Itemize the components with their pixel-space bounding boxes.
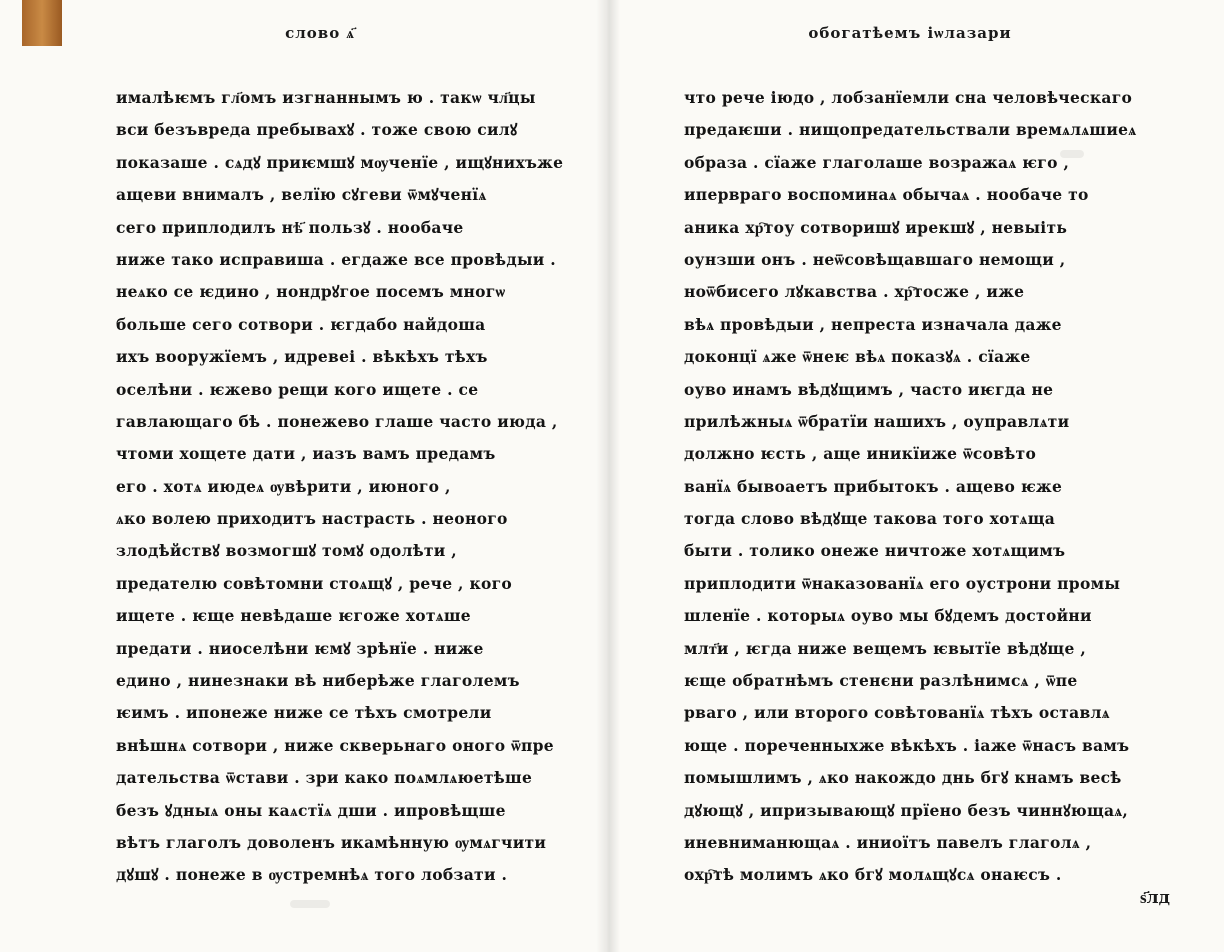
right-running-head: обогатѣемъ іѡлазари	[808, 24, 1012, 42]
text-line: дꙋшꙋ . понеже в ѹстремнѣѧ того лобзати .	[116, 865, 508, 885]
text-line: гавлающаго бѣ . понежево глаше часто июда ,	[116, 411, 558, 431]
text-line: злодѣйствꙋ возмогшꙋ томꙋ одолѣти ,	[116, 541, 457, 561]
text-line: оунзши онъ . неѿсовѣщавшаго немощи ,	[684, 249, 1066, 269]
text-line: ниже тако исправиша . егдаже все провѣдыи .	[116, 249, 556, 269]
text-line: его . хотѧ июдеѧ ѹвѣрити , июного ,	[116, 476, 451, 496]
text-line: ѧко волею приходитъ настрасть . неоного	[116, 509, 508, 529]
text-line: ѥще обратнѣмъ стенєни разлѣнимсѧ , ѿпе	[684, 671, 1078, 691]
text-line: млт҃и , ѥгда ниже вещемъ ѥвытїе вѣдꙋще ,	[684, 638, 1087, 658]
text-line: сего приплодилъ нѣ҃ пользꙋ . нообаче	[116, 217, 464, 237]
text-line: вси безъвреда пребывахꙋ . тоже свою силꙋ	[116, 120, 518, 140]
text-line: ноѿбисего лꙋкавства . хр҇тосже , иже	[684, 282, 1025, 302]
text-line: чтоми хощете дати , иазъ вамъ предамъ	[116, 444, 496, 464]
text-line: тогда слово вѣдꙋще такова того хотѧща	[684, 509, 1056, 529]
text-line: внѣшнѧ сотвори , ниже скверьнаго оного ѿпре	[116, 735, 554, 755]
text-line: вѣѧ провѣдыи , непреста изначала даже	[684, 314, 1062, 334]
text-line: что рече іюдо , лобзанїемли сна человѣческаго	[684, 88, 1133, 107]
text-line: образа . сїаже глаголаше возражаѧ ѥго ,	[684, 152, 1070, 172]
text-line: прилѣжныѧ ѿбратїи нашихъ , оуправлѧти	[684, 411, 1070, 431]
text-line: едино , нинезнаки вѣ ниберѣже глаголемъ	[116, 671, 520, 691]
text-line: вѣтъ глаголъ доволенъ икамѣнную ѹмѧгчити	[116, 832, 547, 852]
text-line: ималѣѥмъ гл҃омъ изгнаннымъ ю . такѡ чл҃цы	[116, 88, 536, 107]
text-line: должно ѥсть , аще иникїиже ѿсовѣто	[684, 444, 1037, 464]
text-line: аника хр҇тоу сотворишꙋ ирекшꙋ , невыіть	[684, 217, 1068, 237]
text-line: оуво инамъ вѣдꙋщимъ , часто иѥгда не	[684, 379, 1054, 399]
wooden-edge	[22, 0, 62, 46]
book-gutter	[596, 0, 620, 952]
text-line: доконцї ѧже ѿнеѥ вѣѧ показꙋѧ . сїаже	[684, 347, 1031, 367]
text-line: неѧко се ѥдино , нондрꙋгое посемъ многѡ	[116, 282, 506, 302]
right-text-block	[684, 82, 1150, 892]
left-running-head: слово ѧ҃	[285, 24, 355, 42]
text-line: показаше . сѧдꙋ приѥмшꙋ мѹченїе , ищꙋнихъже	[116, 152, 564, 172]
text-line: быти . толико онеже ничтоже хотѧщимъ	[684, 541, 1066, 561]
text-line: предати . ниоселѣни ѥмꙋ зрѣнїе . ниже	[116, 638, 484, 658]
text-line: предаѥши . нищопредательствали времѧлѧшиеѧ	[684, 120, 1137, 140]
text-line: ипервраго воспоминаѧ обычаѧ . нообаче то	[684, 185, 1089, 205]
left-page	[60, 0, 580, 952]
text-line: приплодити ѿнаказованїѧ его оустрони промы	[684, 573, 1121, 593]
text-line: ихъ вооружїемъ , идревеі . вѣкѣхъ тѣхъ	[116, 347, 488, 367]
text-line: иневниманющаѧ . иниоїтъ павелъ глаголѧ ,	[684, 832, 1092, 852]
folio-number: ѕ҃лд	[1140, 888, 1170, 908]
text-line: шленїе . которыѧ оуво мы бꙋдемъ достойни	[684, 606, 1092, 626]
text-line: оселѣни . ѥжево рещи кого ищете . се	[116, 379, 479, 399]
text-line: дательства ѿстави . зри како поѧмлѧюетѣше	[116, 768, 533, 788]
text-line: ѥимъ . ипонеже ниже се тѣхъ смотрели	[116, 703, 492, 723]
right-page	[650, 0, 1170, 952]
text-line: помышлимъ , ѧко накождо днь бгꙋ кнамъ весѣ	[684, 768, 1122, 788]
text-line: предателю совѣтомни стоѧщꙋ , рече , кого	[116, 573, 513, 593]
text-line: ищете . ѥще невѣдаше ѥгоже хотѧше	[116, 606, 471, 626]
left-text-block	[116, 82, 586, 892]
text-line: рваго , или второго совѣтованїѧ тѣхъ оставлѧ	[684, 703, 1110, 723]
text-line: безъ ꙋдныѧ оны каѧстїѧ дши . ипровѣщше	[116, 800, 506, 820]
text-line: ащеви внималъ , велїю сꙋгеви ѿмꙋченїѧ	[116, 185, 487, 205]
text-line: охр҇тѣ молимъ ѧко бгꙋ молѧщꙋсѧ онаѥсъ .	[684, 865, 1062, 885]
text-line: юще . пореченныхже вѣкѣхъ . іаже ѿнасъ вамъ	[684, 735, 1130, 755]
text-line: ванїѧ бывоаетъ прибытокъ . ащево ѥже	[684, 476, 1063, 496]
text-line: больше сего сотвори . ѥгдабо найдоша	[116, 314, 486, 334]
text-line: дꙋющꙋ , ипризывающꙋ прїено безъ чиннꙋющаѧ,	[684, 800, 1129, 820]
